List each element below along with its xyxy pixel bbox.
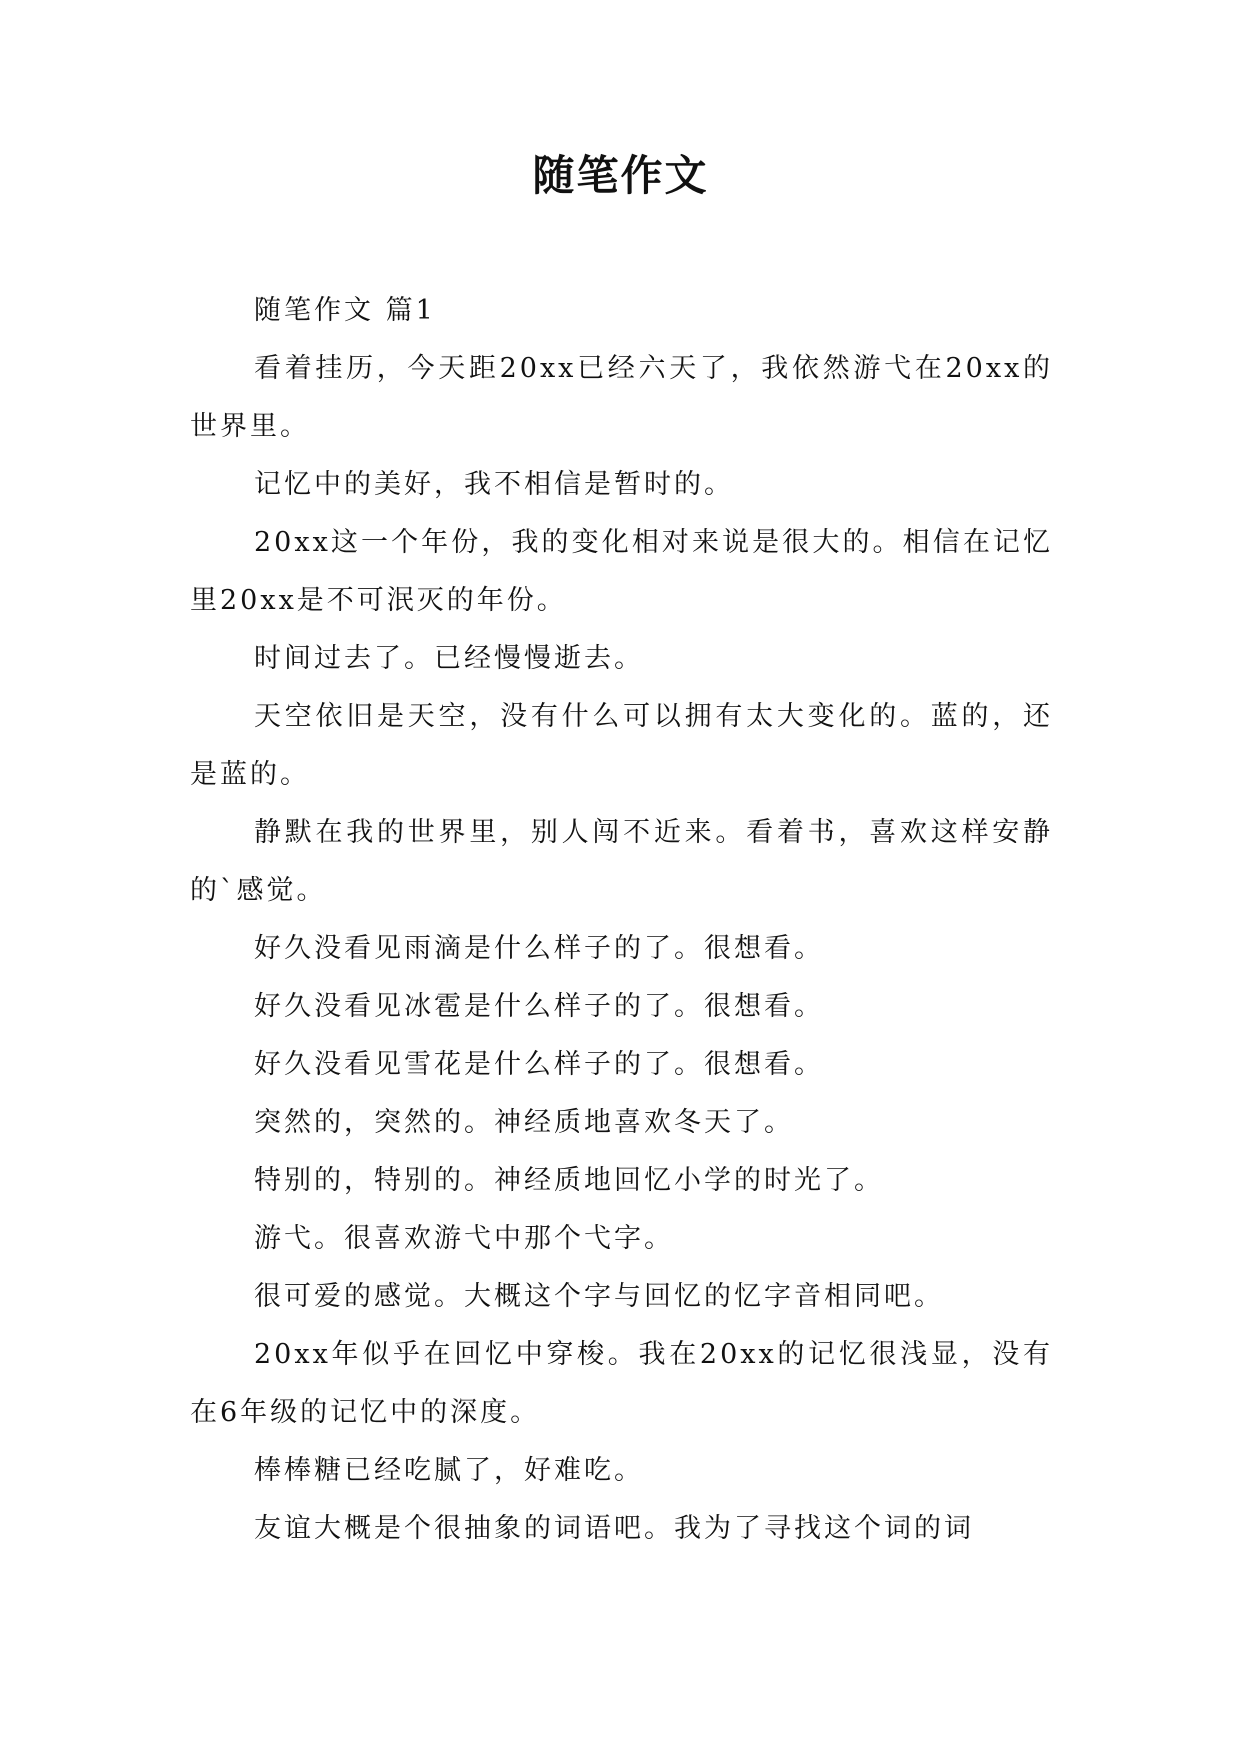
paragraph: 看着挂历，今天距20xx已经六天了，我依然游弋在20xx的世界里。: [190, 353, 1053, 442]
document-body: [190, 282, 1053, 1558]
paragraph: 棒棒糖已经吃腻了，好难吃。: [254, 1455, 644, 1486]
paragraph: 静默在我的世界里，别人闯不近来。看着书，喜欢这样安静的`感觉。: [190, 817, 1053, 906]
paragraph: 好久没看见雨滴是什么样子的了。很想看。: [254, 933, 824, 964]
paragraph: 突然的，突然的。神经质地喜欢冬天了。: [254, 1107, 794, 1138]
paragraph: 20xx这一个年份，我的变化相对来说是很大的。相信在记忆里20xx是不可泯灭的年份。: [190, 527, 1053, 616]
paragraph: 好久没看见雪花是什么样子的了。很想看。: [254, 1049, 824, 1080]
paragraph: 好久没看见冰雹是什么样子的了。很想看。: [254, 991, 824, 1022]
paragraph: 记忆中的美好，我不相信是暂时的。: [254, 469, 734, 500]
paragraph: 友谊大概是个很抽象的词语吧。我为了寻找这个词的词: [254, 1513, 974, 1544]
paragraph: 20xx年似乎在回忆中穿梭。我在20xx的记忆很浅显，没有在6年级的记忆中的深度。: [190, 1339, 1053, 1428]
paragraph: 天空依旧是天空，没有什么可以拥有太大变化的。蓝的，还是蓝的。: [190, 701, 1053, 790]
paragraph: 游弋。很喜欢游弋中那个弋字。: [254, 1223, 674, 1254]
section-heading: 随笔作文 篇1: [254, 295, 436, 326]
document-title: 随笔作文: [532, 151, 709, 200]
paragraph: 很可爱的感觉。大概这个字与回忆的忆字音相同吧。: [254, 1281, 944, 1312]
paragraph: 特别的，特别的。神经质地回忆小学的时光了。: [254, 1165, 884, 1196]
paragraph: 时间过去了。已经慢慢逝去。: [254, 643, 644, 674]
